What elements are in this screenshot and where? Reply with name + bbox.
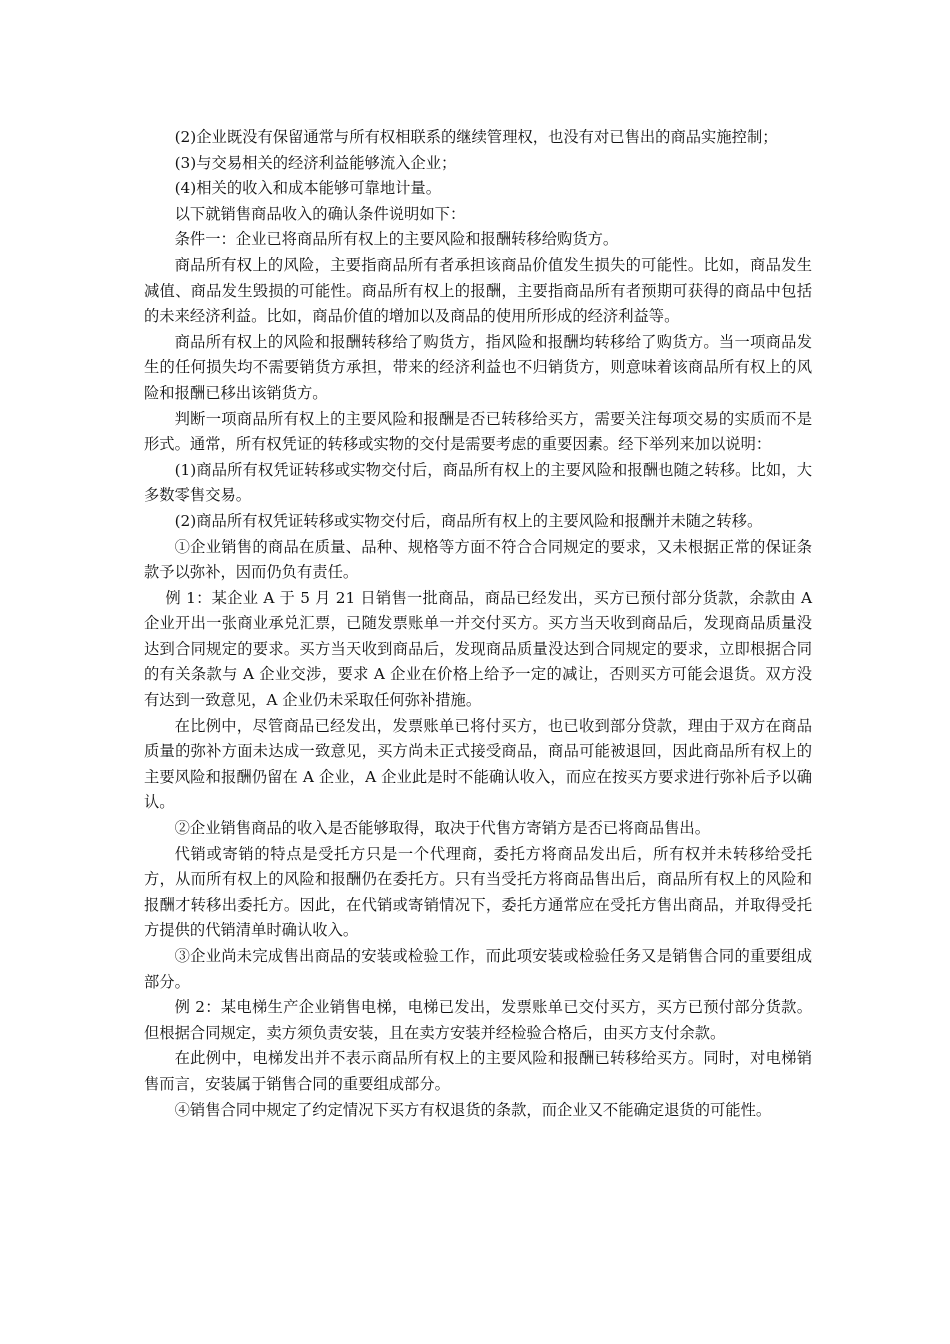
document-body [144,125,812,1123]
paragraph-condition-one: 条件一：企业已将商品所有权上的主要风险和报酬转移给购货方。 [174,230,619,249]
paragraph-risk-definition: 商品所有权上的风险，主要指商品所有者承担该商品价值发生损失的可能性。比如，商品发生减值、商品发生毁损的可能性。商品所有权上的报酬，主要指商品所有者预期可获得的商品中包括的未来经济利益。比如，商品价值的增加以及商品的使用所形成的经济利益等。 [144,255,812,326]
paragraph-item-1: ①企业销售的商品在质量、品种、规格等方面不符合合同规定的要求，又未根据正常的保证条款予以弥补，因而仍负有责任。 [144,537,812,582]
paragraph-condition-3: (3)与交易相关的经济利益能够流入企业； [174,153,457,172]
paragraph-example-2: 例 2：某电梯生产企业销售电梯，电梯已发出，发票账单已交付买方，买方已预付部分货款。但根据合同规定，卖方须负责安装，且在卖方安装并经检验合格后，由买方支付余款。 [144,998,812,1042]
paragraph-example-1: 例 1：某企业 A 于 5 月 21 日销售一批商品，商品已经发出，买方已预付部分货款，余款由 A 企业开出一张商业承兑汇票，已随发票账单一并交付买方。买方当天收到商品后，发现商品质量没达到合同规定的要求。买方当天收到商品后，发现商品质量没达到合同规定的要求，立即根据合同的有关条款与 A 企业交涉，要求 A 企业在价格上给予一定的减让，否则买方可能会退货。双方没有达到一致意见，A 企业仍未采取任何弥补措施。 [144,588,812,710]
paragraph-consignment: 代销或寄销的特点是受托方只是一个代理商，委托方将商品发出后，所有权并未转移给受托方，从而所有权上的风险和报酬仍在委托方。只有当受托方将商品售出后，商品所有权上的风险和报酬才转移出委托方。因此，在代销或寄销情况下，委托方通常应在受托方售出商品，并取得受托方提供的代销清单时确认收入。 [144,844,812,940]
paragraph-condition-4: (4)相关的收入和成本能够可靠地计量。 [174,179,442,198]
paragraph-transfer-meaning: 商品所有权上的风险和报酬转移给了购货方，指风险和报酬均转移给了购货方。当一项商品发生的任何损失均不需要销货方承担，带来的经济利益也不归销货方，则意味着该商品所有权上的风险和报酬已移出该销货方。 [144,332,812,402]
paragraph-case-2: (2)商品所有权凭证转移或实物交付后，商品所有权上的主要风险和报酬并未随之转移。 [174,511,763,530]
paragraph-item-4: ④销售合同中规定了约定情况下买方有权退货的条款，而企业又不能确定退货的可能性。 [174,1100,772,1119]
paragraph-condition-2: (2)企业既没有保留通常与所有权相联系的继续管理权，也没有对已售出的商品实施控制； [174,128,778,146]
paragraph-item-3: ③企业尚未完成售出商品的安装或检验工作，而此项安装或检验任务又是销售合同的重要组成部分。 [144,947,812,991]
paragraph-example-1-analysis: 在比例中，尽管商品已经发出，发票账单已将付买方，也已收到部分贷款，理由于双方在商品质量的弥补方面未达成一致意见，买方尚未正式接受商品，商品可能被退回，因此商品所有权上的主要风险和报酬仍留在 A 企业，A 企业此是时不能确认收入，而应在按买方要求进行弥补后予以确认。 [144,716,812,812]
paragraph-case-1: (1)商品所有权凭证转移或实物交付后，商品所有权上的主要风险和报酬也随之转移。比如，大多数零售交易。 [144,460,812,505]
paragraph-intro: 以下就销售商品收入的确认条件说明如下： [174,204,466,223]
paragraph-item-2: ②企业销售商品的收入是否能够取得，取决于代售方寄销方是否已将商品售出。 [174,819,710,838]
paragraph-judgement: 判断一项商品所有权上的主要风险和报酬是否已转移给买方，需要关注每项交易的实质而不是形式。通常，所有权凭证的转移或实物的交付是需要考虑的重要因素。经下举列来加以说明： [144,409,812,454]
paragraph-example-2-analysis: 在此例中，电梯发出并不表示商品所有权上的主要风险和报酬已转移给买方。同时，对电梯销售而言，安装属于销售合同的重要组成部分。 [144,1049,812,1093]
